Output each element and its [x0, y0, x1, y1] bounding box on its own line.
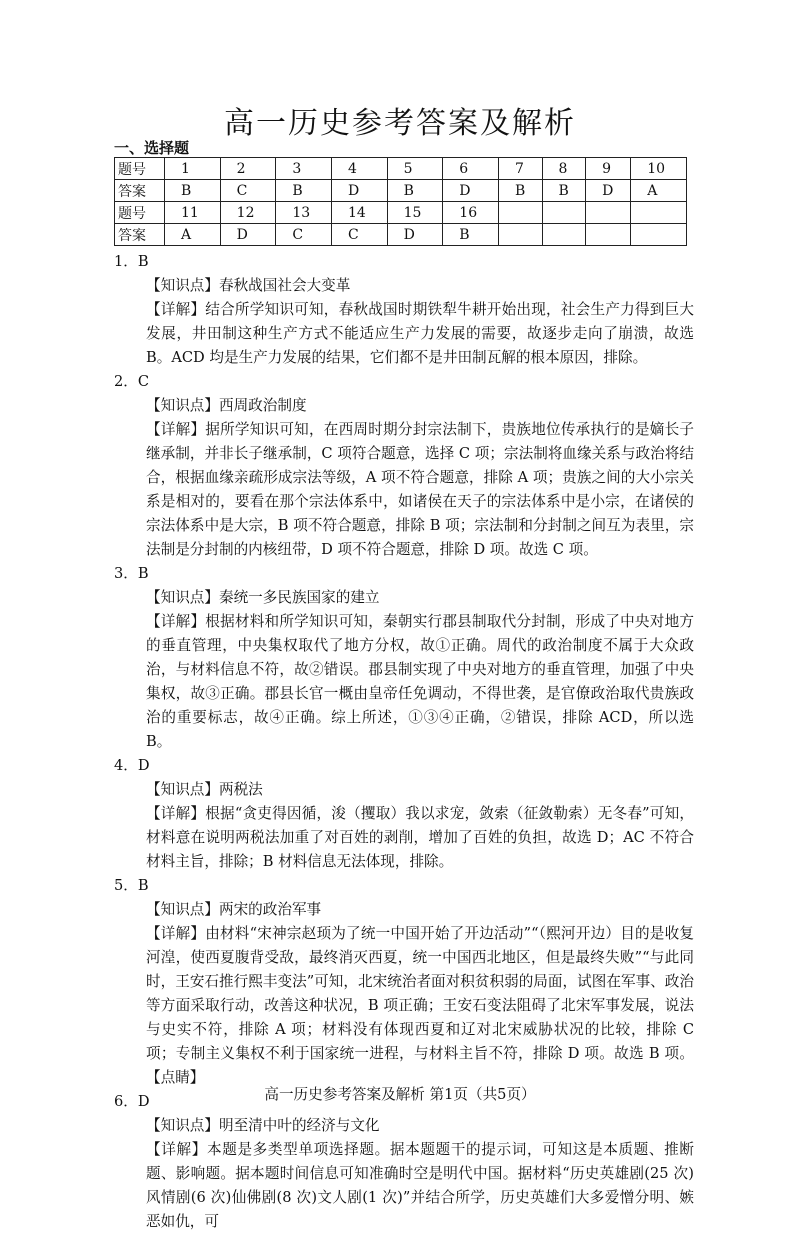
- page-title: 高一历史参考答案及解析: [224, 106, 576, 141]
- table-cell: 16: [443, 202, 499, 224]
- table-cell: D: [331, 180, 387, 202]
- detail-text: 根据材料和所学知识可知，秦朝实行郡县制取代分封制，形成了中央对地方的垂直管理，中央集权取代了地方分权，故①正确。周代的政治制度不属于大众政治，与材料信息不符，故②错误。郡县制实现了中央对地方的垂直管理，加强了中央集权，故③正确。郡县长官一概由皇帝任免调动，不得世袭，是官僚政治取代贵族政治的重要标志，故④正确。综上所述，①③④正确，②错误，排除 ACD，所以选 B。: [146, 613, 694, 750]
- knowledge-point-label: 【知识点】: [146, 901, 219, 918]
- table-cell: A: [631, 180, 687, 202]
- knowledge-point: [146, 586, 694, 610]
- detail-explanation: [146, 922, 694, 1090]
- table-cell: [542, 224, 586, 246]
- table-cell: 8: [542, 158, 586, 180]
- answer-table: [114, 157, 687, 246]
- knowledge-point: [146, 1114, 694, 1138]
- table-cell: 3: [276, 158, 332, 180]
- detail-text: 根据“贪吏得因循，浚（攫取）我以求宠，敛索（征敛勒索）无冬春”可知，材料意在说明两税法加重了对百姓的剥削，增加了百姓的负担，故选 D；AC 不符合材料主旨，排除；B 材料信息无法体现，排除。: [146, 805, 694, 870]
- detail-explanation: [146, 802, 694, 874]
- detail-explanation: [146, 610, 694, 754]
- table-row: [115, 180, 687, 202]
- table-cell: 1: [165, 158, 221, 180]
- question-number: 3．B: [114, 565, 149, 582]
- row-label: 题号: [115, 202, 165, 224]
- knowledge-point: [146, 898, 694, 922]
- table-cell: D: [387, 224, 443, 246]
- knowledge-point-label: 【知识点】: [146, 589, 219, 606]
- question-number: 2．C: [114, 373, 150, 390]
- table-cell: C: [220, 180, 276, 202]
- knowledge-point: [146, 274, 694, 298]
- detail-label: 【详解】: [146, 301, 206, 318]
- table-cell: B: [443, 224, 499, 246]
- table-cell: C: [276, 224, 332, 246]
- table-cell: B: [542, 180, 586, 202]
- table-cell: 12: [220, 202, 276, 224]
- table-cell: A: [165, 224, 221, 246]
- table-cell: D: [586, 180, 631, 202]
- answer-item: [114, 370, 694, 562]
- knowledge-point: [146, 394, 694, 418]
- knowledge-point-text: 西周政治制度: [218, 397, 307, 414]
- answer-item: [114, 562, 694, 754]
- knowledge-point-text: 两税法: [218, 781, 263, 798]
- table-cell: [498, 202, 542, 224]
- table-cell: 2: [220, 158, 276, 180]
- question-number: 6．D: [114, 1093, 150, 1110]
- table-cell: B: [498, 180, 542, 202]
- table-cell: C: [331, 224, 387, 246]
- table-cell: D: [443, 180, 499, 202]
- knowledge-point-label: 【知识点】: [146, 277, 219, 294]
- table-cell: 15: [387, 202, 443, 224]
- answer-item: [114, 250, 694, 370]
- table-cell: [498, 224, 542, 246]
- question-number: 5．B: [114, 877, 149, 894]
- answer-item: [114, 754, 694, 874]
- detail-explanation: [146, 1138, 694, 1234]
- answer-item: [114, 1090, 694, 1234]
- row-label: 题号: [115, 158, 165, 180]
- table-cell: B: [165, 180, 221, 202]
- table-cell: 4: [331, 158, 387, 180]
- table-cell: 13: [276, 202, 332, 224]
- knowledge-point-text: 明至清中叶的经济与文化: [218, 1117, 380, 1134]
- table-cell: 5: [387, 158, 443, 180]
- detail-text: 本题是多类型单项选择题。据本题题干的提示词，可知这是本质题、推断题、影响题。据本题时间信息可知准确时空是明代中国。据材料“历史英雄剧(25 次)风情剧(6 次)仙佛剧(8 次)文人剧(1 次)”并结合所学，历史英雄们大多爱憎分明、嫉恶如仇，可: [146, 1141, 694, 1230]
- table-row: [115, 224, 687, 246]
- table-cell: 14: [331, 202, 387, 224]
- question-number: 1．B: [114, 253, 149, 270]
- table-cell: D: [220, 224, 276, 246]
- detail-label: 【详解】: [146, 421, 206, 438]
- table-cell: 9: [586, 158, 631, 180]
- knowledge-point: [146, 778, 694, 802]
- row-label: 答案: [115, 224, 165, 246]
- table-row: [115, 158, 687, 180]
- detail-explanation: [146, 298, 694, 370]
- knowledge-point-label: 【知识点】: [146, 781, 219, 798]
- table-cell: [631, 224, 687, 246]
- table-cell: [586, 224, 631, 246]
- knowledge-point-text: 秦统一多民族国家的建立: [218, 589, 380, 606]
- detail-text: 由材料“宋神宗赵顼为了统一中国开始了开边活动”“（熙河开边）目的是收复河湟，使西夏腹背受敌，最终消灭西夏，统一中国西北地区，但是最终失败”“与此同时，王安石推行熙丰变法”可知，北宋统治者面对积贫积弱的局面，试图在军事、政治等方面采取行动，改善这种状况，B 项正确；王安石变法阻碍了北宋军事发展，说法与史实不符，排除 A 项；材料没有体现西夏和辽对北宋威胁状况的比较，排除 C 项；专制主义集权不利于国家统一进程，与材料主旨不符，排除 D 项。故选 B 项。【点睛】: [146, 925, 694, 1086]
- detail-text: 据所学知识可知，在西周时期分封宗法制下，贵族地位传承执行的是嫡长子继承制，并非长子继承制，C 项符合题意，选择 C 项；宗法制将血缘关系与政治将结合，根据血缘亲疏形成宗法等级，A 项不符合题意，排除 A 项；贵族之间的大小宗关系是相对的，要看在那个宗法体系中，如诸侯在天子的宗法体系中是小宗，在诸侯的宗法体系中是大宗，B 项不符合题意，排除 B 项；宗法制和分封制之间互为表里，宗法制是分封制的内核纽带，D 项不符合题意，排除 D 项。故选 C 项。: [146, 421, 694, 558]
- detail-label: 【详解】: [146, 1141, 207, 1158]
- detail-explanation: [146, 418, 694, 562]
- detail-text: 结合所学知识可知，春秋战国时期铁犁牛耕开始出现，社会生产力得到巨大发展，井田制这种生产方式不能适应生产力发展的需要，故逐步走向了崩溃，故选 B。ACD 均是生产力发展的结果，它们都不是井田制瓦解的根本原因，排除。: [146, 301, 694, 366]
- table-cell: 11: [165, 202, 221, 224]
- table-row: [115, 202, 687, 224]
- table-cell: [586, 202, 631, 224]
- table-cell: [542, 202, 586, 224]
- knowledge-point-text: 两宋的政治军事: [218, 901, 322, 918]
- table-cell: 7: [498, 158, 542, 180]
- page-footer: 高一历史参考答案及解析 第1页（共5页）: [264, 1086, 536, 1103]
- knowledge-point-label: 【知识点】: [146, 1117, 219, 1134]
- detail-label: 【详解】: [146, 805, 206, 822]
- answer-item: [114, 874, 694, 1090]
- knowledge-point-label: 【知识点】: [146, 397, 219, 414]
- question-number: 4．D: [114, 757, 150, 774]
- row-label: 答案: [115, 180, 165, 202]
- knowledge-point-text: 春秋战国社会大变革: [218, 277, 351, 294]
- table-cell: 10: [631, 158, 687, 180]
- table-cell: B: [276, 180, 332, 202]
- section-heading: 一、选择题: [114, 139, 190, 157]
- detail-label: 【详解】: [146, 925, 206, 942]
- detail-label: 【详解】: [146, 613, 206, 630]
- table-cell: 6: [443, 158, 499, 180]
- table-cell: [631, 202, 687, 224]
- table-cell: B: [387, 180, 443, 202]
